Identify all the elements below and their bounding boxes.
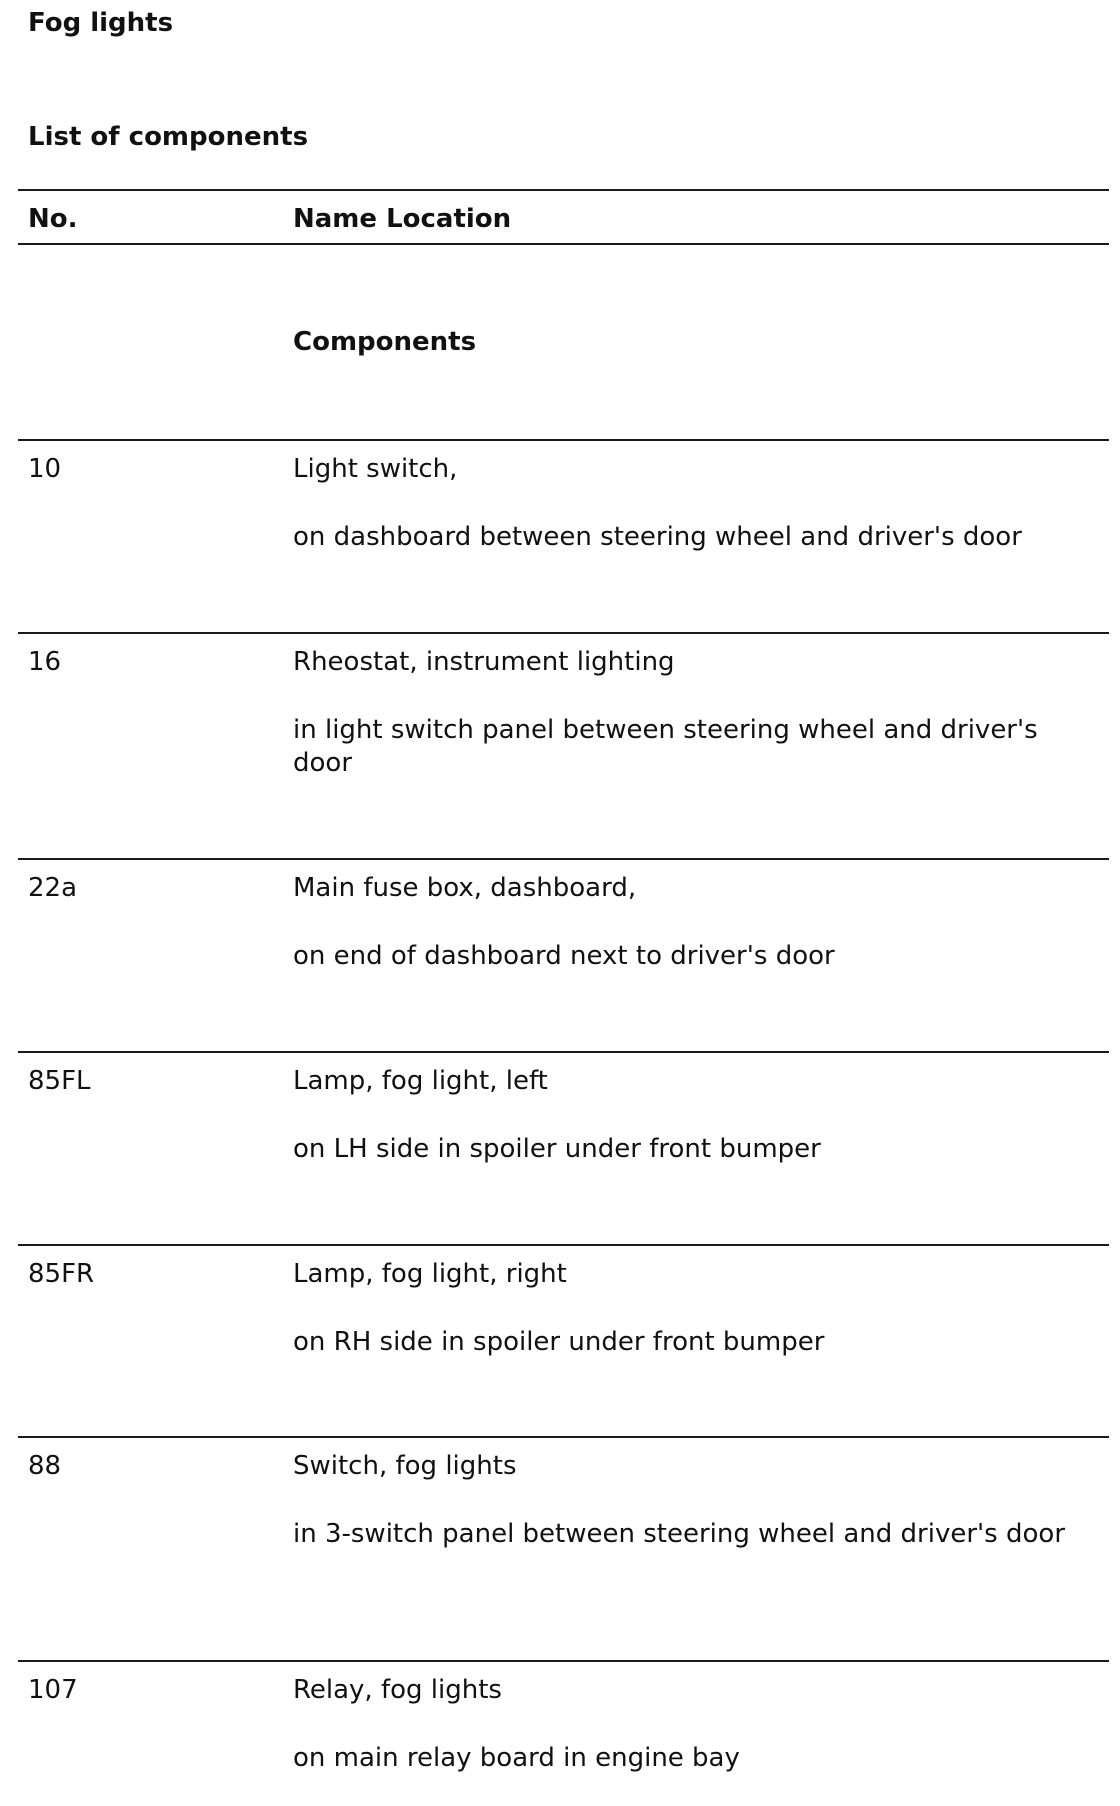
component-location: on main relay board in engine bay bbox=[293, 1743, 740, 1773]
component-location: in light switch panel between steering wheel and driver's door bbox=[293, 715, 1038, 778]
row-divider bbox=[18, 1244, 1109, 1246]
component-number: 85FR bbox=[28, 1259, 95, 1289]
row-divider bbox=[18, 1436, 1109, 1438]
component-name: Lamp, fog light, left bbox=[293, 1066, 548, 1096]
component-number: 16 bbox=[28, 647, 62, 677]
component-location: on RH side in spoiler under front bumper bbox=[293, 1327, 825, 1357]
row-divider bbox=[18, 439, 1109, 441]
row-divider bbox=[18, 632, 1109, 634]
component-name: Rheostat, instrument lighting bbox=[293, 647, 675, 677]
column-header-no: No. bbox=[28, 204, 78, 234]
section-title: List of components bbox=[28, 122, 309, 152]
header-bottom-rule bbox=[18, 243, 1109, 245]
component-number: 85FL bbox=[28, 1066, 91, 1096]
component-name: Lamp, fog light, right bbox=[293, 1259, 567, 1289]
component-number: 10 bbox=[28, 454, 62, 484]
row-divider bbox=[18, 858, 1109, 860]
row-divider bbox=[18, 1660, 1109, 1662]
component-name: Switch, fog lights bbox=[293, 1451, 517, 1481]
components-section-label: Components bbox=[293, 327, 477, 357]
component-number: 22a bbox=[28, 873, 78, 903]
row-divider bbox=[18, 1051, 1109, 1053]
component-name: Light switch, bbox=[293, 454, 458, 484]
component-location: in 3-switch panel between steering wheel and driver's door bbox=[293, 1519, 1066, 1549]
page-title: Fog lights bbox=[28, 8, 174, 38]
table-top-rule bbox=[18, 189, 1109, 191]
component-location: on end of dashboard next to driver's door bbox=[293, 941, 835, 971]
component-location: on dashboard between steering wheel and driver's door bbox=[293, 522, 1022, 552]
column-header-name-location: Name Location bbox=[293, 204, 512, 234]
component-location: on LH side in spoiler under front bumper bbox=[293, 1134, 821, 1164]
component-name: Relay, fog lights bbox=[293, 1675, 502, 1705]
component-number: 88 bbox=[28, 1451, 62, 1481]
component-name: Main fuse box, dashboard, bbox=[293, 873, 637, 903]
component-number: 107 bbox=[28, 1675, 78, 1705]
